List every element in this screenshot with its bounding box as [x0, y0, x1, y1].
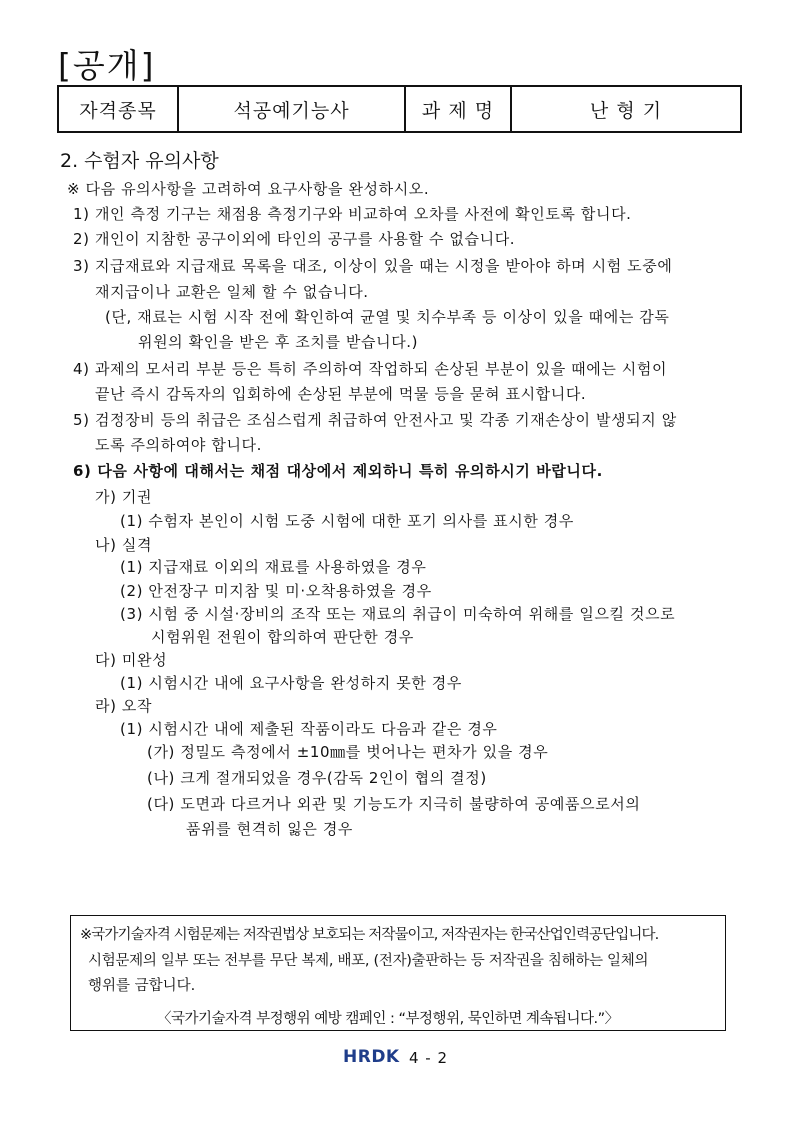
campaign-slogan: 〈국가기술자격 부정행위 예방 캠페인 : “부정행위, 묵인하면 계속됩니다.”〉	[157, 1011, 619, 1027]
instruction-item-continued: 끝난 즉시 감독자의 입회하에 손상된 부분에 먹물 등을 묻혀 표시합니다.	[95, 385, 587, 403]
task-value: 난 형 기	[511, 86, 741, 132]
sub-item: (가) 정밀도 측정에서 ±10㎜를 벗어나는 편차가 있을 경우	[147, 743, 549, 761]
instruction-note-continued: 위원의 확인을 받은 후 조치를 받습니다.)	[138, 333, 419, 351]
instruction-item-continued: 도록 주의하여야 합니다.	[95, 436, 263, 454]
sub-item-continued: 품위를 현격히 잃은 경우	[186, 820, 354, 838]
exclusion-heading: 6) 다음 사항에 대해서는 채점 대상에서 제외하니 특히 유의하시기 바랍니다.	[73, 462, 603, 480]
instruction-item: 4) 과제의 모서리 부분 등은 특히 주의하여 작업하되 손상된 부분이 있을 때에는 시험이	[73, 360, 668, 378]
category-heading: 나) 실격	[95, 536, 153, 554]
instruction-item: 1) 개인 측정 기구는 채점용 측정기구와 비교하여 오차를 사전에 확인토록 합니다.	[73, 205, 632, 223]
instruction-item-continued: 재지급이나 교환은 일체 할 수 없습니다.	[95, 283, 369, 301]
copyright-notice-box	[70, 915, 726, 1031]
category-heading: 다) 미완성	[95, 651, 168, 669]
instruction-note: (단, 재료는 시험 시작 전에 확인하여 균열 및 치수부족 등 이상이 있을 때에는 감독	[105, 308, 670, 326]
document-tag: [공개]	[58, 46, 156, 85]
notice-line: 시험문제의 일부 또는 전부를 무단 복제, 배포, (전자)출판하는 등 저작권을 침해하는 일체의	[88, 953, 649, 969]
category-item: (2) 안전장구 미지참 및 미·오착용하였을 경우	[120, 582, 432, 600]
category-item-continued: 시험위원 전원이 합의하여 판단한 경우	[151, 628, 414, 646]
category-item: (3) 시험 중 시설·장비의 조작 또는 재료의 취급이 미숙하여 위해를 일으킬 것으로	[120, 605, 676, 623]
category-item: (1) 시험시간 내에 요구사항을 완성하지 못한 경우	[120, 674, 462, 692]
page-number: 4 - 2	[409, 1049, 449, 1067]
task-label: 과 제 명	[405, 86, 511, 132]
field-label: 자격종목	[58, 86, 178, 132]
field-value: 석공예기능사	[178, 86, 405, 132]
instruction-item: 2) 개인이 지참한 공구이외에 타인의 공구를 사용할 수 없습니다.	[73, 230, 516, 248]
category-item: (1) 지급재료 이외의 재료를 사용하였을 경우	[120, 558, 427, 576]
category-item: (1) 시험시간 내에 제출된 작품이라도 다음과 같은 경우	[120, 720, 498, 738]
category-heading: 가) 기권	[95, 488, 153, 506]
category-item: (1) 수험자 본인이 시험 도중 시험에 대한 포기 의사를 표시한 경우	[120, 512, 574, 530]
header-table	[57, 85, 742, 133]
notice-line: 행위를 금합니다.	[88, 978, 196, 994]
hrdk-logo: HRDK	[343, 1047, 400, 1067]
instruction-intro: ※ 다음 유의사항을 고려하여 요구사항을 완성하시오.	[67, 180, 430, 198]
section-title: 2. 수험자 유의사항	[60, 150, 219, 172]
sub-item: (나) 크게 절개되었을 경우(감독 2인이 협의 결정)	[147, 769, 487, 787]
category-heading: 라) 오작	[95, 697, 153, 715]
sub-item: (다) 도면과 다르거나 외관 및 기능도가 지극히 불량하여 공예품으로서의	[147, 795, 641, 813]
instruction-item: 3) 지급재료와 지급재료 목록을 대조, 이상이 있을 때는 시정을 받아야 하며 시험 도중에	[73, 257, 673, 275]
notice-line: ※국가기술자격 시험문제는 저작권법상 보호되는 저작물이고, 저작권자는 한국산업인력공단입니다.	[80, 927, 659, 943]
instruction-item: 5) 검정장비 등의 취급은 조심스럽게 취급하여 안전사고 및 각종 기재손상이 발생되지 않	[73, 411, 677, 429]
